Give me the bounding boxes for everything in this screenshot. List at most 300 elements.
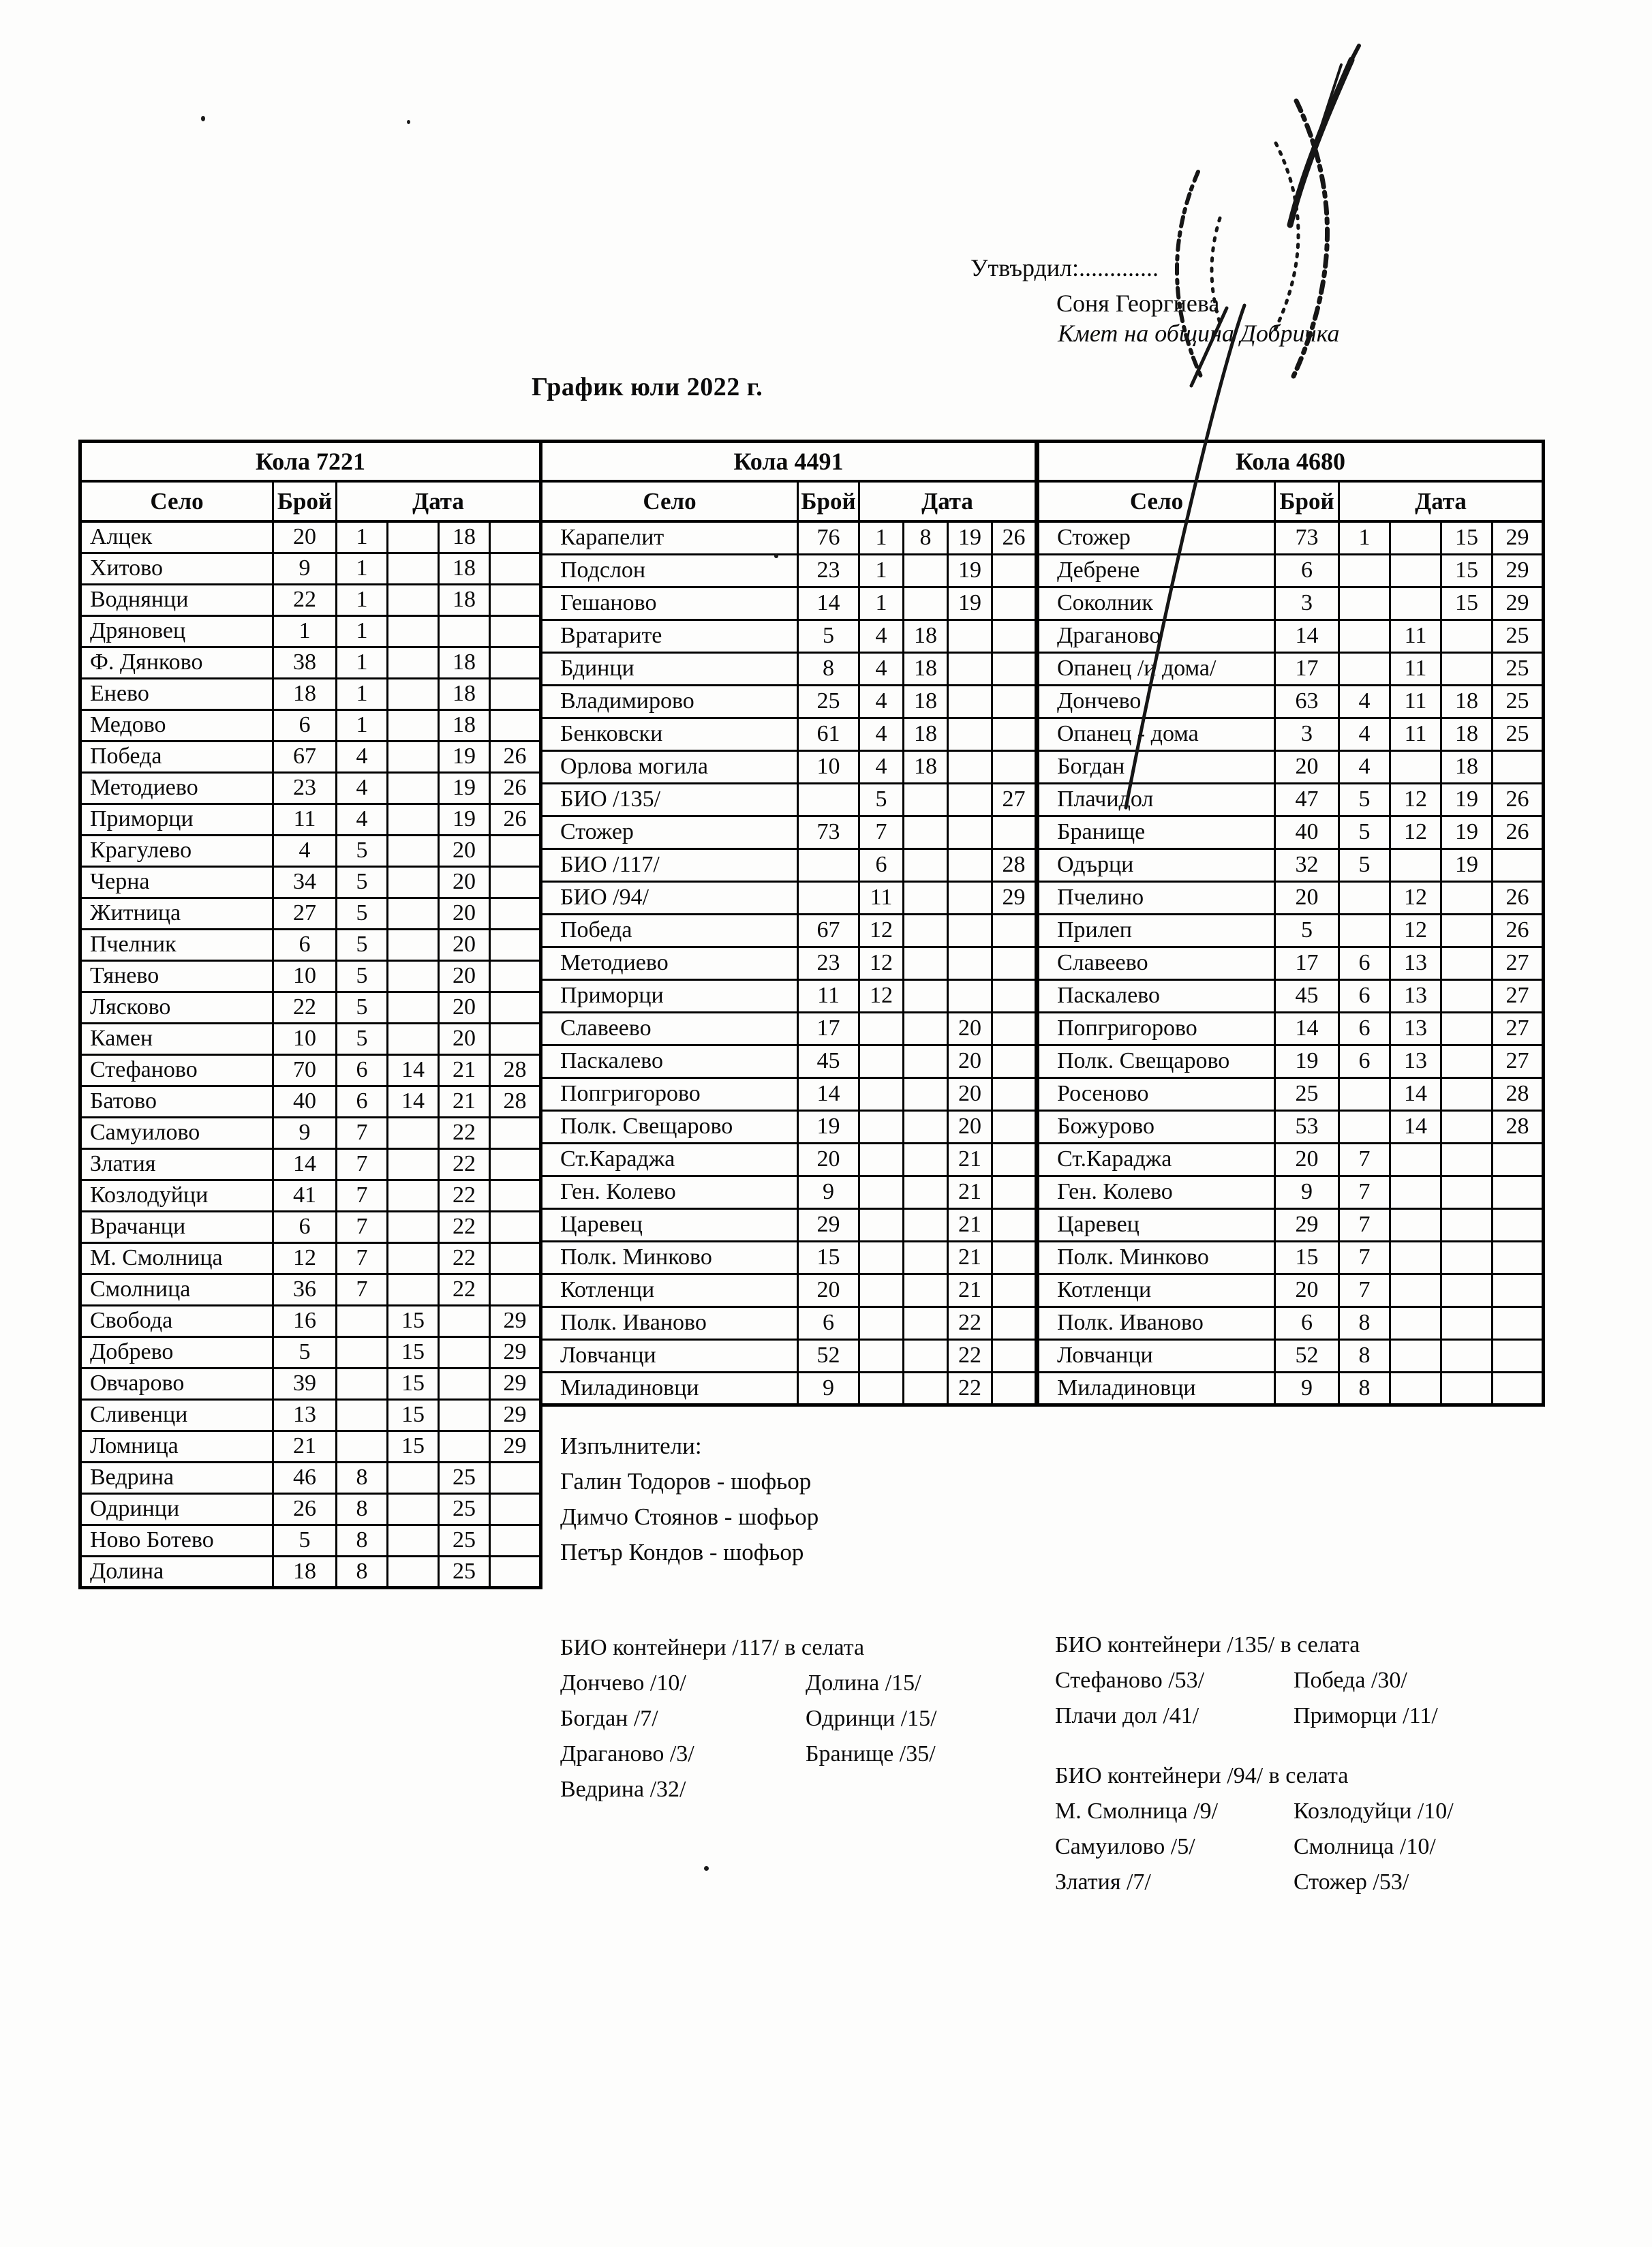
count-cell: 20: [1275, 750, 1339, 783]
count-cell: 21: [273, 1431, 337, 1462]
date-cell: 4: [337, 772, 388, 804]
table-row: [541, 1077, 1037, 1110]
date-cell: [490, 929, 541, 960]
village-cell: Бдинци: [541, 652, 798, 685]
date-cell: [490, 1242, 541, 1274]
date-cell: [904, 1306, 948, 1339]
date-cell: [1339, 881, 1390, 914]
count-cell: [798, 849, 859, 881]
table-row: [1038, 750, 1544, 783]
village-cell: Свобода: [80, 1305, 273, 1336]
date-cell: [992, 1012, 1037, 1045]
date-cell: [439, 615, 490, 647]
date-cell: 25: [1493, 652, 1544, 685]
count-cell: 10: [798, 750, 859, 783]
village-cell: Ст.Караджа: [1038, 1143, 1275, 1176]
date-cell: 20: [439, 835, 490, 866]
table-row: [80, 553, 541, 584]
date-cell: 13: [1390, 947, 1441, 979]
table-row: [1038, 783, 1544, 816]
date-cell: [490, 678, 541, 709]
date-cell: 26: [1493, 881, 1544, 914]
count-cell: 14: [1275, 620, 1339, 652]
village-cell: Паскалево: [1038, 979, 1275, 1012]
bio-village-entry: Долина /15/: [806, 1670, 921, 1696]
count-cell: 15: [1275, 1241, 1339, 1274]
date-cell: [490, 615, 541, 647]
date-cell: 8: [337, 1556, 388, 1587]
bio-section-117: [560, 1630, 1037, 1802]
col-header-count: Брой: [798, 481, 859, 521]
date-cell: 6: [1339, 1045, 1390, 1077]
date-cell: [859, 1208, 904, 1241]
village-cell: Драганово: [1038, 620, 1275, 652]
date-cell: 11: [859, 881, 904, 914]
col-header-count: Брой: [273, 481, 337, 521]
count-cell: 19: [798, 1110, 859, 1143]
date-cell: 4: [337, 804, 388, 835]
village-cell: Дончево: [1038, 685, 1275, 718]
table-row: [541, 1045, 1037, 1077]
col-header-count: Брой: [1275, 481, 1339, 521]
date-cell: [992, 685, 1037, 718]
village-cell: Пчелник: [80, 929, 273, 960]
village-cell: Воднянци: [80, 584, 273, 615]
date-cell: 18: [1441, 750, 1493, 783]
date-cell: [948, 652, 992, 685]
date-cell: [992, 620, 1037, 652]
date-cell: [1441, 914, 1493, 947]
village-cell: Ген. Колево: [541, 1176, 798, 1208]
date-cell: [337, 1368, 388, 1399]
date-cell: [1441, 1306, 1493, 1339]
table-row: [541, 1143, 1037, 1176]
date-cell: 25: [439, 1556, 490, 1587]
count-cell: 67: [798, 914, 859, 947]
count-cell: 20: [798, 1143, 859, 1176]
bio-section-title: БИО контейнери /94/ в селата: [1055, 1763, 1349, 1788]
date-cell: [904, 1176, 948, 1208]
table-title-row: [80, 442, 541, 482]
date-cell: [948, 685, 992, 718]
date-cell: 14: [1390, 1110, 1441, 1143]
count-cell: 25: [1275, 1077, 1339, 1110]
date-cell: 29: [490, 1368, 541, 1399]
count-cell: 18: [273, 678, 337, 709]
village-cell: Плачидол: [1038, 783, 1275, 816]
village-cell: Долина: [80, 1556, 273, 1587]
date-cell: [904, 947, 948, 979]
date-cell: 8: [1339, 1339, 1390, 1372]
date-cell: [904, 1077, 948, 1110]
village-cell: Полк. Иваново: [1038, 1306, 1275, 1339]
date-cell: [388, 929, 439, 960]
village-cell: Победа: [541, 914, 798, 947]
table-row: [80, 709, 541, 741]
date-cell: [490, 1274, 541, 1305]
date-cell: 28: [1493, 1077, 1544, 1110]
count-cell: 23: [273, 772, 337, 804]
date-cell: [388, 1211, 439, 1242]
count-cell: 11: [273, 804, 337, 835]
date-cell: [948, 620, 992, 652]
date-cell: [904, 1372, 948, 1405]
bio-village-entry: Стефаново /53/: [1055, 1668, 1205, 1693]
date-cell: [1441, 947, 1493, 979]
table-row: [1038, 914, 1544, 947]
date-cell: [1339, 1110, 1390, 1143]
village-cell: Росеново: [1038, 1077, 1275, 1110]
date-cell: [1390, 1274, 1441, 1306]
table-row: [541, 620, 1037, 652]
village-cell: Козлодуйци: [80, 1180, 273, 1211]
date-cell: 22: [439, 1274, 490, 1305]
date-cell: 15: [388, 1336, 439, 1368]
date-cell: 29: [1493, 521, 1544, 554]
village-cell: Приморци: [541, 979, 798, 1012]
table-row: [80, 1305, 541, 1336]
date-cell: [1441, 1274, 1493, 1306]
date-cell: 19: [1441, 783, 1493, 816]
village-cell: Медово: [80, 709, 273, 741]
date-cell: [859, 1012, 904, 1045]
date-cell: 6: [1339, 979, 1390, 1012]
village-cell: Добрево: [80, 1336, 273, 1368]
date-cell: 18: [904, 750, 948, 783]
date-cell: [904, 881, 948, 914]
table-row: [1038, 947, 1544, 979]
count-cell: 22: [273, 992, 337, 1023]
date-cell: [490, 521, 541, 553]
village-cell: Ломница: [80, 1431, 273, 1462]
date-cell: [388, 835, 439, 866]
date-cell: 29: [490, 1305, 541, 1336]
count-cell: 13: [273, 1399, 337, 1431]
date-cell: 1: [859, 521, 904, 554]
table-row: [1038, 1372, 1544, 1405]
count-cell: 73: [798, 816, 859, 849]
count-cell: 17: [798, 1012, 859, 1045]
date-cell: [904, 849, 948, 881]
date-cell: [948, 914, 992, 947]
count-cell: 9: [1275, 1372, 1339, 1405]
date-cell: 22: [439, 1148, 490, 1180]
count-cell: 14: [798, 587, 859, 620]
village-cell: Попгригорово: [541, 1077, 798, 1110]
table-row: [80, 1242, 541, 1274]
date-cell: [992, 1077, 1037, 1110]
date-cell: 7: [337, 1148, 388, 1180]
table-row: [80, 929, 541, 960]
executor-name: Галин Тодоров - шофьор: [560, 1468, 812, 1495]
date-cell: [1339, 1077, 1390, 1110]
count-cell: 3: [1275, 718, 1339, 750]
date-cell: [948, 947, 992, 979]
count-cell: 14: [273, 1148, 337, 1180]
schedule-table-kola-7221: [78, 440, 542, 1589]
col-header-date: Дата: [337, 481, 541, 521]
count-cell: 6: [273, 1211, 337, 1242]
executor-name: Петър Кондов - шофьор: [560, 1539, 804, 1565]
count-cell: 14: [1275, 1012, 1339, 1045]
date-cell: [1390, 554, 1441, 587]
table-row: [1038, 1208, 1544, 1241]
bio-section-title: БИО контейнери /135/ в селата: [1055, 1632, 1360, 1657]
date-cell: [490, 553, 541, 584]
date-cell: 5: [337, 960, 388, 992]
table-body: [80, 521, 541, 1587]
table-row: [80, 1399, 541, 1431]
date-cell: 11: [1390, 685, 1441, 718]
date-cell: [1441, 1372, 1493, 1405]
village-cell: Царевец: [541, 1208, 798, 1241]
village-cell: Ловчанци: [541, 1339, 798, 1372]
date-cell: [1390, 587, 1441, 620]
date-cell: 18: [439, 647, 490, 678]
table-row: [1038, 1045, 1544, 1077]
date-cell: [490, 1462, 541, 1493]
table-row: [80, 1180, 541, 1211]
executors-list: [560, 1464, 819, 1570]
bio-village-entry: Козлодуйци /10/: [1294, 1799, 1454, 1824]
date-cell: [859, 1339, 904, 1372]
table-row: [541, 685, 1037, 718]
village-cell: Миладиновци: [541, 1372, 798, 1405]
date-cell: 21: [948, 1208, 992, 1241]
village-cell: Енево: [80, 678, 273, 709]
count-cell: 14: [798, 1077, 859, 1110]
table-title: Кола 4491: [541, 442, 1037, 482]
date-cell: [992, 979, 1037, 1012]
date-cell: [904, 1045, 948, 1077]
table-row: [541, 947, 1037, 979]
date-cell: 12: [859, 979, 904, 1012]
date-cell: [490, 1117, 541, 1148]
table-row: [80, 1023, 541, 1054]
table-title-row: [1038, 442, 1544, 482]
date-cell: [490, 1556, 541, 1587]
date-cell: 5: [859, 783, 904, 816]
date-cell: 26: [490, 772, 541, 804]
date-cell: 18: [904, 652, 948, 685]
bio-village-entry: Одринци /15/: [806, 1706, 937, 1731]
date-cell: 27: [1493, 947, 1544, 979]
date-cell: [1493, 1176, 1544, 1208]
date-cell: [388, 960, 439, 992]
date-cell: [859, 1110, 904, 1143]
date-cell: 4: [1339, 718, 1390, 750]
date-cell: 18: [439, 584, 490, 615]
table-row: [80, 898, 541, 929]
date-cell: [1441, 1077, 1493, 1110]
date-cell: 1: [337, 553, 388, 584]
village-cell: Сливенци: [80, 1399, 273, 1431]
date-cell: 5: [337, 992, 388, 1023]
date-cell: [992, 652, 1037, 685]
date-cell: [490, 647, 541, 678]
count-cell: 41: [273, 1180, 337, 1211]
date-cell: 5: [337, 1023, 388, 1054]
table-row: [541, 816, 1037, 849]
table-row: [80, 1368, 541, 1399]
approval-label: Утвърдил:.............: [970, 254, 1159, 281]
count-cell: 36: [273, 1274, 337, 1305]
table-row: [80, 1336, 541, 1368]
date-cell: [904, 1241, 948, 1274]
date-cell: 21: [948, 1143, 992, 1176]
village-cell: М. Смолница: [80, 1242, 273, 1274]
date-cell: [992, 1045, 1037, 1077]
table-row: [80, 1054, 541, 1086]
village-cell: Орлова могила: [541, 750, 798, 783]
date-cell: 7: [337, 1117, 388, 1148]
count-cell: 27: [273, 898, 337, 929]
executors-section: [560, 1428, 819, 1570]
date-cell: 20: [948, 1012, 992, 1045]
village-cell: Победа: [80, 741, 273, 772]
date-cell: 4: [1339, 750, 1390, 783]
village-cell: Тянево: [80, 960, 273, 992]
table-row: [1038, 849, 1544, 881]
date-cell: 14: [1390, 1077, 1441, 1110]
village-cell: Ловчанци: [1038, 1339, 1275, 1372]
col-header-village: Село: [1038, 481, 1275, 521]
date-cell: 18: [439, 521, 490, 553]
table-row: [1038, 1176, 1544, 1208]
count-cell: 20: [1275, 881, 1339, 914]
village-cell: Попгригорово: [1038, 1012, 1275, 1045]
village-cell: Карапелит: [541, 521, 798, 554]
date-cell: 19: [439, 741, 490, 772]
village-cell: Батово: [80, 1086, 273, 1117]
date-cell: [904, 587, 948, 620]
bio-column-1: [1055, 1663, 1204, 1734]
count-cell: 12: [273, 1242, 337, 1274]
date-cell: 14: [388, 1086, 439, 1117]
date-cell: [388, 992, 439, 1023]
date-cell: [337, 1399, 388, 1431]
count-cell: 40: [273, 1086, 337, 1117]
table-row: [541, 652, 1037, 685]
table-row: [1038, 1012, 1544, 1045]
date-cell: 27: [1493, 1045, 1544, 1077]
date-cell: [388, 898, 439, 929]
bio-village-entry: Самуилово /5/: [1055, 1834, 1195, 1859]
count-cell: [798, 881, 859, 914]
village-cell: Стожер: [1038, 521, 1275, 554]
count-cell: 22: [273, 584, 337, 615]
date-cell: 4: [859, 718, 904, 750]
date-cell: 19: [948, 521, 992, 554]
village-cell: Одърци: [1038, 849, 1275, 881]
bio-column-2: [1294, 1663, 1438, 1734]
date-cell: [904, 1274, 948, 1306]
date-cell: 18: [904, 620, 948, 652]
count-cell: 34: [273, 866, 337, 898]
table-row: [80, 1431, 541, 1462]
date-cell: 15: [1441, 554, 1493, 587]
count-cell: 9: [1275, 1176, 1339, 1208]
bio-column-1: [560, 1666, 694, 1807]
table-row: [80, 1117, 541, 1148]
count-cell: 9: [273, 1117, 337, 1148]
date-cell: [992, 1241, 1037, 1274]
village-cell: Ф. Дянково: [80, 647, 273, 678]
village-cell: Прилеп: [1038, 914, 1275, 947]
date-cell: 20: [439, 992, 490, 1023]
date-cell: 5: [1339, 783, 1390, 816]
date-cell: [490, 898, 541, 929]
village-cell: Миладиновци: [1038, 1372, 1275, 1405]
date-cell: 26: [1493, 816, 1544, 849]
count-cell: 52: [1275, 1339, 1339, 1372]
table-row: [80, 678, 541, 709]
village-cell: Соколник: [1038, 587, 1275, 620]
village-cell: Ген. Колево: [1038, 1176, 1275, 1208]
date-cell: [1390, 1339, 1441, 1372]
date-cell: [1493, 750, 1544, 783]
date-cell: 6: [859, 849, 904, 881]
village-cell: Житница: [80, 898, 273, 929]
table-row: [1038, 620, 1544, 652]
date-cell: 7: [1339, 1176, 1390, 1208]
stamp-arc-right-inner-icon: [1273, 143, 1298, 334]
date-cell: [388, 1180, 439, 1211]
count-cell: 10: [273, 1023, 337, 1054]
date-cell: [388, 741, 439, 772]
count-cell: 40: [1275, 816, 1339, 849]
date-cell: 15: [388, 1399, 439, 1431]
date-cell: 22: [948, 1372, 992, 1405]
date-cell: [1441, 1208, 1493, 1241]
date-cell: 18: [1441, 718, 1493, 750]
schedule-table-kola-4680: [1036, 440, 1545, 1407]
date-cell: [388, 804, 439, 835]
bio-section-94: [1055, 1758, 1546, 1895]
date-cell: 14: [388, 1054, 439, 1086]
date-cell: [1390, 1208, 1441, 1241]
date-cell: [1441, 1045, 1493, 1077]
count-cell: 61: [798, 718, 859, 750]
date-cell: 11: [1390, 620, 1441, 652]
date-cell: [337, 1431, 388, 1462]
count-cell: 46: [273, 1462, 337, 1493]
date-cell: 6: [1339, 947, 1390, 979]
date-cell: 1: [337, 615, 388, 647]
col-header-date: Дата: [1339, 481, 1544, 521]
date-cell: 5: [337, 835, 388, 866]
date-cell: 15: [1441, 587, 1493, 620]
date-cell: 12: [1390, 816, 1441, 849]
date-cell: 1: [337, 647, 388, 678]
village-cell: Паскалево: [541, 1045, 798, 1077]
date-cell: [388, 647, 439, 678]
table-row: [80, 804, 541, 835]
date-cell: [1339, 620, 1390, 652]
count-cell: 9: [798, 1176, 859, 1208]
date-cell: [859, 1045, 904, 1077]
date-cell: [1390, 521, 1441, 554]
date-cell: 7: [337, 1274, 388, 1305]
table-row: [1038, 718, 1544, 750]
village-cell: Богдан: [1038, 750, 1275, 783]
date-cell: 7: [1339, 1274, 1390, 1306]
date-cell: 29: [1493, 554, 1544, 587]
date-cell: [490, 866, 541, 898]
count-cell: 47: [1275, 783, 1339, 816]
date-cell: [1339, 914, 1390, 947]
table-row: [1038, 1241, 1544, 1274]
